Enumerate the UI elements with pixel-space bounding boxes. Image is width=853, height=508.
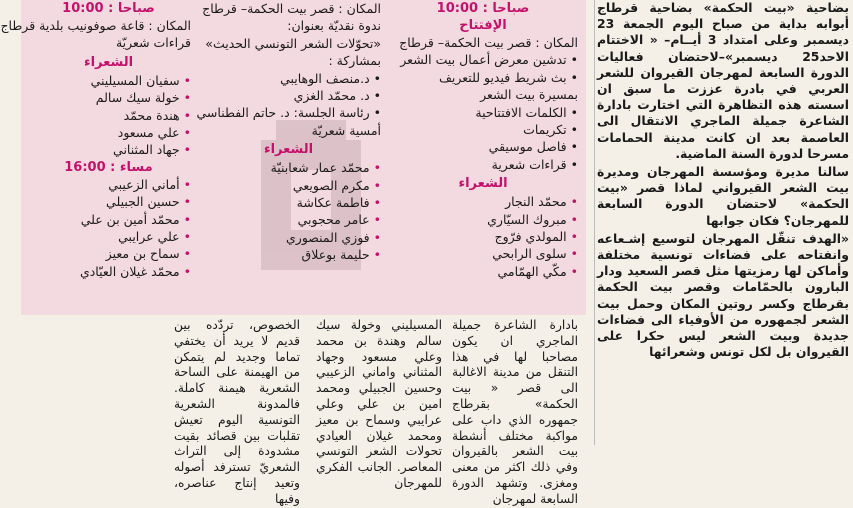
poet-name: • خولة سيك سالم	[26, 89, 191, 106]
program-column-symposium	[196, 0, 381, 264]
poet-name: • مكرم الصويعي	[196, 177, 381, 194]
program-line: قراءات شعريّة	[115, 35, 191, 51]
poet-name: • أماني الزعيبي	[26, 176, 191, 193]
program-panel	[0, 0, 586, 315]
program-line: أمسية شعريّة	[311, 122, 381, 138]
program-line: المكان : قاعة صوفونيب بلدية قرطاج	[0, 18, 191, 33]
program-line: • تكريمات	[523, 122, 578, 138]
poet-name: • محمّد عمار شعابنيّة	[196, 159, 381, 176]
poet-name: • مبروك السيّاري	[388, 211, 578, 228]
poet-name: • حليمة بوعلاق	[196, 246, 381, 263]
poet-name: • علي عرايبي	[26, 228, 191, 245]
article-paragraph: بضاحية «بيت الحكمة» بضاحية قرطاج أبوابه بداية من صباح اليوم الجمعة 23 ديسمبر وعلى امتداد 3 أيــام– « الاختتام الاحد25 ديسمبر»–لاحتضان فعاليات الدورة السابعة لمهرجان القيروان للشعر العربي في بادرة عززت ما سبق ان اسسته هذه التظاهرة التي اختارت بادارة الشاعرة جميلة الماجري الانتقال الى العاصمة بعد ان كانت مدينة الحمامات مسرحا لدورة السنة الماضية.	[597, 0, 849, 161]
program-line: • رئاسة الجلسة: د. حاتم الفطناسي	[196, 105, 381, 121]
program-line: • قراءات شعرية	[491, 156, 578, 172]
bottom-column: الخصوص، تردّده بين قديم لا يريد أن يختفي تماما وجديد لم يتمكن من الهيمنة على الساحة الشعرية هيمنة كاملة. فالمدونة الشعرية التونسية اليوم تعيش تقلبات بين قصائد بقيت مشدودة إلى التراث الشعريّ تسترفد أصوله وتعيد إنتاج عناصره، وفيها	[174, 318, 300, 506]
bottom-column: بادارة الشاعرة جميلة الماجري ان يكون مصاحبا لها في هذا التنقل من مدينة الاغالبة الى قصر « بيت الحكمة» بقرطاج جمهوره الذي داب على مواكبة مختلف أنشطة بيت الشعر بالقيروان وفي ذلك اكثر من معنى ومغزى. وتشهد الدورة السابعة لمهرجان	[452, 318, 578, 506]
readings-time: صباحا : 10:00	[62, 1, 155, 16]
program-line: • تدشين معرض أعمال بيت الشعر	[400, 52, 578, 68]
poet-name: • محمّد النجار	[388, 193, 578, 210]
article-column	[595, 0, 853, 445]
opening-subtitle: الإفتتاح	[459, 18, 507, 33]
program-line: • فاصل موسيقي	[488, 139, 578, 155]
poet-name: • سلوى الرابحي	[388, 245, 578, 262]
bottom-text-area	[21, 318, 586, 506]
program-line: ندوة نقديّة بعنوان:	[287, 18, 381, 34]
program-line: • د.منصف الوهايبي	[280, 70, 381, 86]
poet-name: • سفيان المسيليني	[26, 72, 191, 89]
poet-name: • المولدي فرّوج	[388, 228, 578, 245]
article-paragraph: سالنا مديرة ومؤسسة المهرجان ومديرة بيت الشعر القيرواني لماذا قصر «بيت الحكمة» لاحتضان الدورة السابعة للمهرجان؟ فكان جوابها	[597, 164, 849, 228]
program-line: بمشاركة :	[328, 53, 381, 69]
poet-name: • عامر محجوبي	[196, 211, 381, 228]
program-column-opening	[388, 0, 578, 280]
poet-name: • علي مسعود	[26, 124, 191, 141]
evening-time: مساء : 16:00	[64, 159, 153, 175]
poets-heading: الشعراء	[263, 142, 314, 158]
poet-name: • محمّد غيلان العيّادي	[26, 263, 191, 280]
program-line: «تحوّلات الشعر التونسي الحديث»	[205, 35, 381, 51]
program-line: بمسيرة بيت الشعر	[480, 87, 578, 103]
article-paragraph: «الهدف تنقّل المهرجان لتوسيع إشـعاعه وانفتاحه على فضاءات تونسية مختلفة وأماكن لها رمزيتها مثل قصر السعيد ودار البارون بالحمّامات وقصر بيت الحكمة بقرطاج وكسر روتين المكان وحمل بيت الشعر لجمهوره من الأوفياء الى فضاءات جديدة وبيت الشعر ليس حكرا على القيروان بل لكل تونس وشعرائها	[597, 230, 849, 360]
program-line: • الكلمات الافتتاحية	[475, 104, 578, 120]
poet-name: • هندة محمّد	[26, 107, 191, 124]
opening-time: صباحا : 10:00	[436, 1, 530, 16]
poet-name: • جهاد المثناني	[26, 141, 191, 158]
poet-name: • فوزي المنصوري	[196, 229, 381, 246]
poets-heading: الشعراء	[458, 176, 508, 192]
program-line: • بث شريط فيديو للتعريف	[438, 69, 578, 85]
program-line: المكان : قصر بيت الحكمة– قرطاج	[399, 35, 578, 50]
program-column-readings	[0, 0, 191, 280]
program-line: المكان : قصر بيت الحكمة– قرطاج	[202, 1, 381, 16]
program-line: • د. محمّد الغزي	[293, 88, 381, 104]
poet-name: • مكّي الهمّامي	[388, 263, 578, 280]
poets-heading: الشعراء	[83, 54, 134, 70]
bottom-column: المسيليني وخولة سيك سالم وهندة بن محمد وعلي مسعود وجهاد المثناني واماني الزعيبي وحسين الجبيلي ومحمد امين بن علي وعلي عرايبي وسماح بن معيز ومحمد غيلان العيادي تحولات الشعر التونسي المعاصر. الجانب الفكري للمهرجان	[316, 318, 442, 490]
poet-name: • محمّد أمين بن علي	[26, 211, 191, 228]
poet-name: • حسين الجبيلي	[26, 193, 191, 210]
poet-name: • فاطمة عكاشة	[196, 194, 381, 211]
poet-name: • سماح بن معيز	[26, 245, 191, 262]
